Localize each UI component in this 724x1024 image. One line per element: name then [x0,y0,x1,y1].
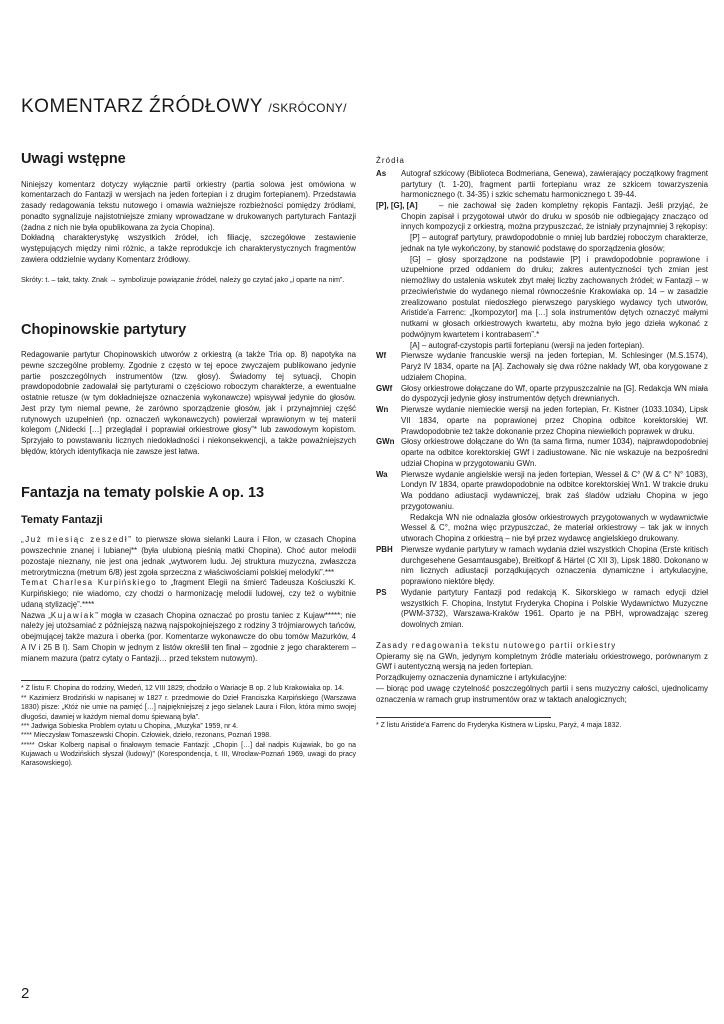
source-siglum: As [376,168,387,178]
source-siglum: PS [376,587,387,597]
page-title-sub: /SKRÓCONY/ [268,101,347,115]
source-siglum: Wn [376,405,389,414]
page-title-main: KOMENTARZ ŹRÓDŁOWY [21,96,263,117]
editing-paragraph: Porządkujemy oznaczenia dynamiczne i artykulacyjne: [376,673,567,682]
source-description [401,545,708,588]
editing-paragraph: — biorąc pod uwagę czytelność poszczególnych partii i sens muzyczny całości, ujednolicamy oznaczenia w ramach grup instrumentów oraz w taktach analogicznych; [376,683,708,704]
source-paragraph: – nie zachował się żaden kompletny rękopis Fantazji. Jeśli przyjąć, że Chopin zapisał i przygotował utwór do druku w sposób nie odbiegający znacząco od innych kompozycji z orkiestrą, można przypuszczać, że istniały przynajmniej 3 rękopisy: [401,200,708,232]
intro-paragraph: Niniejszy komentarz dotyczy wyłącznie partii orkiestry (partia solowa jest omówiona w komentarzach do Fantazji w wersjach na jeden fortepian i z drugim fortepianem). Przedstawia zasady redagowania tekstu nutowego i omawia ważniejsze rozbieżności pomiędzy źródłami, ponadto sygnalizuje najistotniejsze zmiany wprowadzane w drukowanych partyturach Fantazji (żadna z nich nie była opublikowana za życia Chopina). [21,179,356,232]
footnote: * Z listu Aristide'a Farrenc do Fryderyka Kistnera w Lipsku, Paryż, 4 maja 1832. [376,722,622,730]
source-paragraph: Pierwsze wydanie partytury w ramach wydania dzieł wszystkich Chopina (Erste kritisch durchgesehene Gesamtausgabe), Breitkopf & Härtel (C XII 3), Lipsk 1880. Dokonano w nim licznych adiustacji porządkujących oznaczenia dynamiczne i artykulacyjne, poprawiono niektóre błędy. [401,544,708,586]
page-title [21,96,347,118]
source-paragraph: Głosy orkiestrowe dołączane do Wn (ta sama firma, numer 1034), najprawdopodobniej oparte na odbitce korektorskiej GWf i zadiustowane. Nic nie wskazuje na bezpośredni udział Chopina w przygotowaniu GWn. [401,437,708,468]
footnotes-left [21,680,356,768]
sources-heading: Źródła [376,156,405,165]
source-entry [376,384,708,406]
editing-heading: Zasady redagowania tekstu nutowego partii orkiestry [376,640,617,650]
left-column [21,150,356,769]
footnote-divider [21,680,196,681]
source-siglum: PBH [376,544,393,554]
theme-title: „Już miesiąc zeszedł” [21,535,133,545]
theme-text: to „fragment Elegii na śmierć Tadeusza Kościuszki K. Kurpińskiego; nie wiadomo, czy chodzi o harmonizację melodii ludowej, czy też o wybitnie udaną stylizację”.**** [21,578,356,609]
source-description [401,384,708,406]
theme-label: Nazwa „ [21,610,51,620]
theme-title: Temat Charlesa Kurpińskiego [21,578,157,588]
source-siglum: Wf [376,351,387,361]
source-entry [376,545,708,588]
source-entry [376,169,708,201]
abbreviations-note: Skróty: t. – takt, takty. Znak → symbolizuje powiązanie źródeł, należy go czytać jako „i oparte na nim”. [21,274,345,284]
fantasy-heading: Fantazja na tematy polskie A op. 13 [21,484,265,501]
scores-heading: Chopinowskie partytury [21,321,187,338]
source-siglum: Wa [376,469,388,479]
source-paragraph: [G] – głosy sporządzone na podstawie [P] i prawdopodobnie poprawione i uzupełnione przed oddaniem do druku; zakres autentyczności tych zmian jest niemożliwy do ustalenia wskutek zbyt małej liczby zachowanych źródeł; w Fantazji – w przeciwieństwie do wydanego niemal równocześnie Krakowiaka op. 14 – w zasadzie zrealizowano postulat niedoszłego pierwszego paryskiego wydawcy tych utworów, Aristide'a Farrenc: „[kompozytor] ma […] sola instrumentów dętych oznaczyć małymi nutkami w głosach orkiestrowych kwartetu, aby można było jego dzieła wykonać z podwójnym kwartetem i kontrabasem”.* [401,254,708,339]
source-siglum: [P], [G], [A] [376,201,418,210]
right-column [376,156,708,731]
source-paragraph: [A] – autograf-czystopis partii fortepianu (wersji na jeden fortepian). [410,340,645,350]
sources-list [376,169,708,631]
footnote: * Z listu F. Chopina do rodziny, Wiedeń, 12 VIII 1829; chodziło o Wariacje B op. 2 lub Krakowiaka op. 14. [21,685,344,693]
intro-paragraph: Dokładną charakterystykę wszystkich źródeł, ich filiację, szczegółowe zestawienie występujących między nimi różnic, a także reprodukcje ich charakterystycznych fragmentów zawiera oddzielnie wydany Komentarz źródłowy. [21,233,356,264]
source-paragraph: Głosy orkiestrowe dołączane do Wf, oparte przypuszczalnie na [G]. Redakcja WN miała do dyspozycji jedynie głosy instrumentów dętych drewnianych. [401,383,708,404]
theme-paragraph [21,611,356,665]
source-description [401,405,708,437]
source-description [376,201,708,352]
source-paragraph: Autograf szkicowy (Biblioteca Bodmeriana, Genewa), zawierający początkowy fragment partytury (t. 1-20), fragment partii fortepianu wraz ze szkicem towarzyszenia harmonicznego (t. 34-35) i szkic schematu harmonicznego t. 39-44. [401,168,708,200]
footnote-divider [376,717,551,718]
theme-text: ” mogła w czasach Chopina oznaczać po prostu taniec z Kujaw*****; nie należy jej utożsamiać z późniejszą nazwą najspokojniejszego z rodziny 3 trójmiarowych tańców, obejmującej także mazura i oberka (por. Komentarze wykonawcze do obu tomów Mazurków, 4 A IV i 25 B I). Sam Chopin w jednym z listów określił ten finał – zgodnie z jego charakterem – mianem mazura (patrz cytaty o Fantazji… przed tekstem nutowym). [21,610,356,663]
page-number: 2 [21,985,30,1002]
source-entry [376,405,708,437]
footnote: **** Mieczysław Tomaszewski Chopin. Człowiek, dzieło, rezonans, Poznań 1998. [21,732,272,740]
source-entry [376,470,708,545]
intro-heading: Uwagi wstępne [21,151,126,167]
footnote: ***** Oskar Kolberg napisał o finałowym temacie Fantazji: „Chopin […] dał nadpis Kujawiak, bo go na Kujawach u Wodzińskich słyszał (ludowy)” (Korespondencja, t. III, Wrocław-Poznań 1969, uwagi do pracy Karasowskiego). [21,741,356,768]
theme-paragraph [21,578,356,610]
source-description [401,169,708,201]
source-description [401,588,708,631]
source-siglum: GWf [376,383,393,393]
source-paragraph: Pierwsze wydanie niemieckie wersji na jeden fortepian, Fr. Kistner (1033.1034), Lipsk VII 1834, oparte na poprawionej przez Chopina odbitce korektorskiej Wf. Prawdopodobnie też także dokonanie przez Chopina niewielkich poprawek w druku. [401,405,708,436]
themes-subheading: Tematy Fantazji [21,514,103,527]
source-description [401,351,708,383]
theme-title: Kujawiak [50,610,96,620]
theme-paragraph [21,535,356,578]
editing-paragraph: Opieramy się na GWn, jedynym kompletnym źródle materiału orkiestrowego, porównanym z GWf i autentyczną wersją na jeden fortepian. [376,651,708,672]
scores-paragraph: Redagowanie partytur Chopinowskich utworów z orkiestrą (a także Tria op. 8) napotyka na pewne szczególne problemy. Zgodnie z często w tej epoce zwyczajem publikowano jedynie partie poszczególnych instrumentów (tzw. głosy). Świadomy tej sytuacji, Chopin prawdopodobnie zadowalał się partyturami o częściowo roboczym charakterze, a ewentualne ostatnie retusze (w tym dokładniejsze oznaczenia wykonawcze) wpisywał jedynie do głosów. Jest przy tym niemal pewne, że zarówno sporządzenie głosów, jak i przynajmniej część rutynowych uzupełnień (np. oznaczeń wykonawczych) powierzał wprawionym w tej materii kolegom („Nidecki […] przeglądał i poprawiał orkiestrowe głosy”* lub zawodowym kopistom. Sprzyjało to powstawaniu licznych niedokładności i niekonsekwencji, a także poważniejszych błędów, których identyfikacja nie zawsze jest łatwa. [21,350,356,456]
footnote: *** Jadwiga Sobieska Problem cytatu u Chopina, „Muzyka” 1959, nr 4. [21,722,239,730]
footnote: ** Kazimierz Brodziński w napisanej w 1827 r. przedmowie do Dzieł Franciszka Karpińskiego (Warszawa 1830) pisze: „Któż nie umie na pamięć […] najpiękniejszej z jego sielanek Laura i Filon, która mimo swojej długości, dawniej w każdym niemal domu śpiewaną była”. [21,694,356,721]
source-entry [376,588,708,631]
source-paragraph: Redakcja WN nie odnalazła głosów orkiestrowych przygotowanych w wydawnictwie Wessel & C°, można więc przypuszczać, że materiał orkiestrowy – tak jak w innych utworach Chopina z orkiestrą – nie był przez wydawcę angielskiego drukowany. [401,512,708,543]
source-description [401,470,708,545]
source-paragraph: Pierwsze wydanie angielskie wersji na jeden fortepian, Wessel & C° (W & C° N° 1083), Londyn IV 1834, oparte prawdopodobnie na odbitce korektorskiej Wn1. W trakcie druku Wa poddano adiustacji wydawniczej, brak zaś śladów udziału Chopina w jego przygotowaniu. [401,469,708,511]
footnotes-right [376,717,708,730]
source-description [401,437,708,469]
source-paragraph: Pierwsze wydanie francuskie wersji na jeden fortepian, M. Schlesinger (M.S.1574), Paryż IV 1834, oparte na [A]. Zachowały się dwa różne nakłady Wf, oba korygowane z udziałem Chopina. [401,351,708,382]
source-entry [376,437,708,469]
theme-text: to pierwsze słowa sielanki Laura i Filon, w czasach Chopina powszechnie znanej i lubianej** (była ulubioną pieśnią matki Chopina). Choć autor melodii pozostaje nieznany, nie jest ona jednak „wytworem ludu. Jej struktura muzyczna, zwłaszcza metrorytmiczna (metrum 6/8) jest zgoła sprzeczna z właściwościami polskiej melodyki”.*** [21,535,356,577]
source-entry [376,201,708,351]
source-paragraph: Wydanie partytury Fantazji pod redakcją K. Sikorskiego w ramach edycji dzieł wszystkich F. Chopina, Instytut Fryderyka Chopina i Polskie Wydawnictwo Muzyczne (PWM-3732), Warszawa-Kraków 1961. Oparto je na PBH, wprowadzając szereg dowolnych zmian. [401,587,708,629]
source-entry [376,351,708,383]
source-siglum: GWn [376,437,395,447]
source-paragraph: [P] – autograf partytury, prawdopodobnie o mniej lub bardziej roboczym charakterze, jednak na tyle wykończony, by stanowić podstawę do sporządzenia głosów; [401,233,708,253]
